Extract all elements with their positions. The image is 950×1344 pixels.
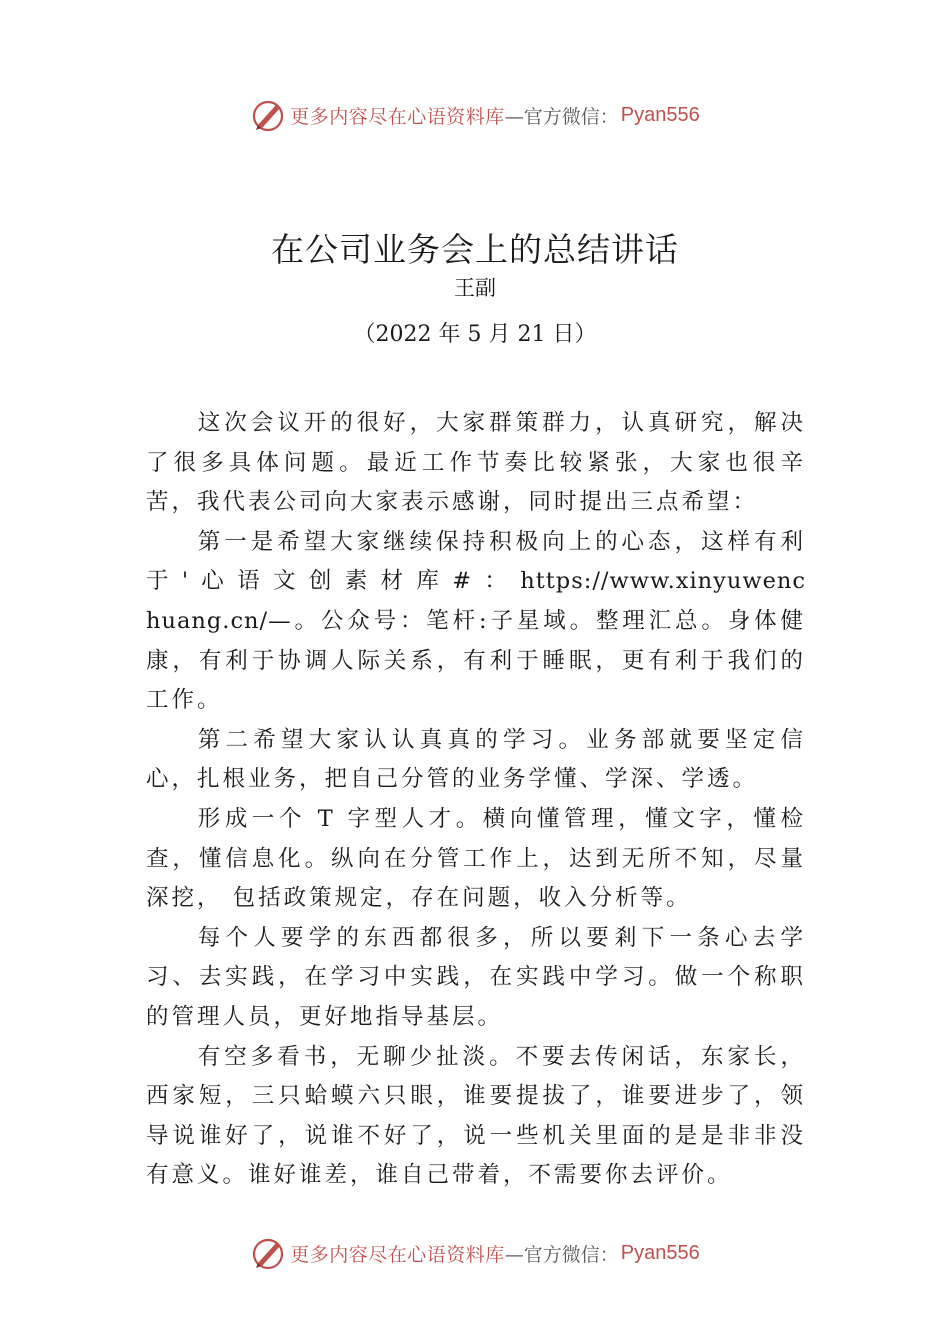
paragraph-2-url: https://www.xinyuwenchuang.cn/	[146, 568, 807, 634]
paragraph-3: 第二希望大家认认真真的学习。业务部就要坚定信心，扎根业务，把自己分管的业务学懂、学深、学透。	[146, 726, 806, 793]
document-title: 在公司业务会上的总结讲话	[271, 230, 679, 270]
paragraph-4: 形成一个 T 字型人才。横向懂管理，懂文字，懂检查，懂信息化。纵向在分管工作上，达到无所不知，尽量深挖， 包括政策规定，存在问题，收入分析等。	[146, 805, 806, 912]
paragraph-2-start: 第一是希望大家继续保持积极向上的心态，这样有利于 ' 心 语 文 创 素 材 库 # ：	[146, 528, 806, 595]
paragraph-5: 每个人要学的东西都很多，所以要剎下一条心去学习、去实践，在学习中实践，在实践中学习。做一个称职的管理人员，更好地指导基层。	[146, 924, 806, 1030]
header-watermark-banner	[0, 95, 950, 135]
paragraph-2	[146, 523, 806, 721]
banner-official-label: —官方微信：	[504, 105, 619, 128]
pen-logo-icon	[250, 97, 286, 133]
banner-official-label: —官方微信：	[504, 1243, 619, 1266]
paragraph-2-end: —。公众号：笔杆:子星域。整理汇总。身体健康，有利于协调人际关系，有利于睡眠，更有利于我们的工作。	[146, 607, 806, 714]
document-author: 王副	[454, 276, 496, 300]
footer-watermark-banner	[0, 1233, 950, 1273]
paragraph-6: 有空多看书，无聊少扯淡。不要去传闲话，东家长，西家短，三只蛤蟆六只眼，谁要提拔了，谁要进步了，领导说谁好了，说谁不好了，说一些机关里面的是是非非没有意义。谁好谁差，谁自己带着，不需要你去评价。	[146, 1043, 806, 1189]
banner-brand-text: 更多内容尽在心语资料库	[290, 1243, 505, 1266]
banner-account-id: Pyan556	[620, 103, 700, 126]
document-body	[146, 404, 806, 1196]
banner-brand-text: 更多内容尽在心语资料库	[290, 105, 505, 128]
paragraph-1: 这次会议开的很好，大家群策群力，认真研究，解决了很多具体问题。最近工作节奏比较紧张，大家也很辛苦，我代表公司向大家表示感谢，同时提出三点希望：	[146, 410, 806, 516]
banner-account-id: Pyan556	[620, 1241, 700, 1264]
document-date: （2022 年 5 月 21 日）	[353, 322, 597, 347]
pen-logo-icon	[250, 1235, 286, 1271]
